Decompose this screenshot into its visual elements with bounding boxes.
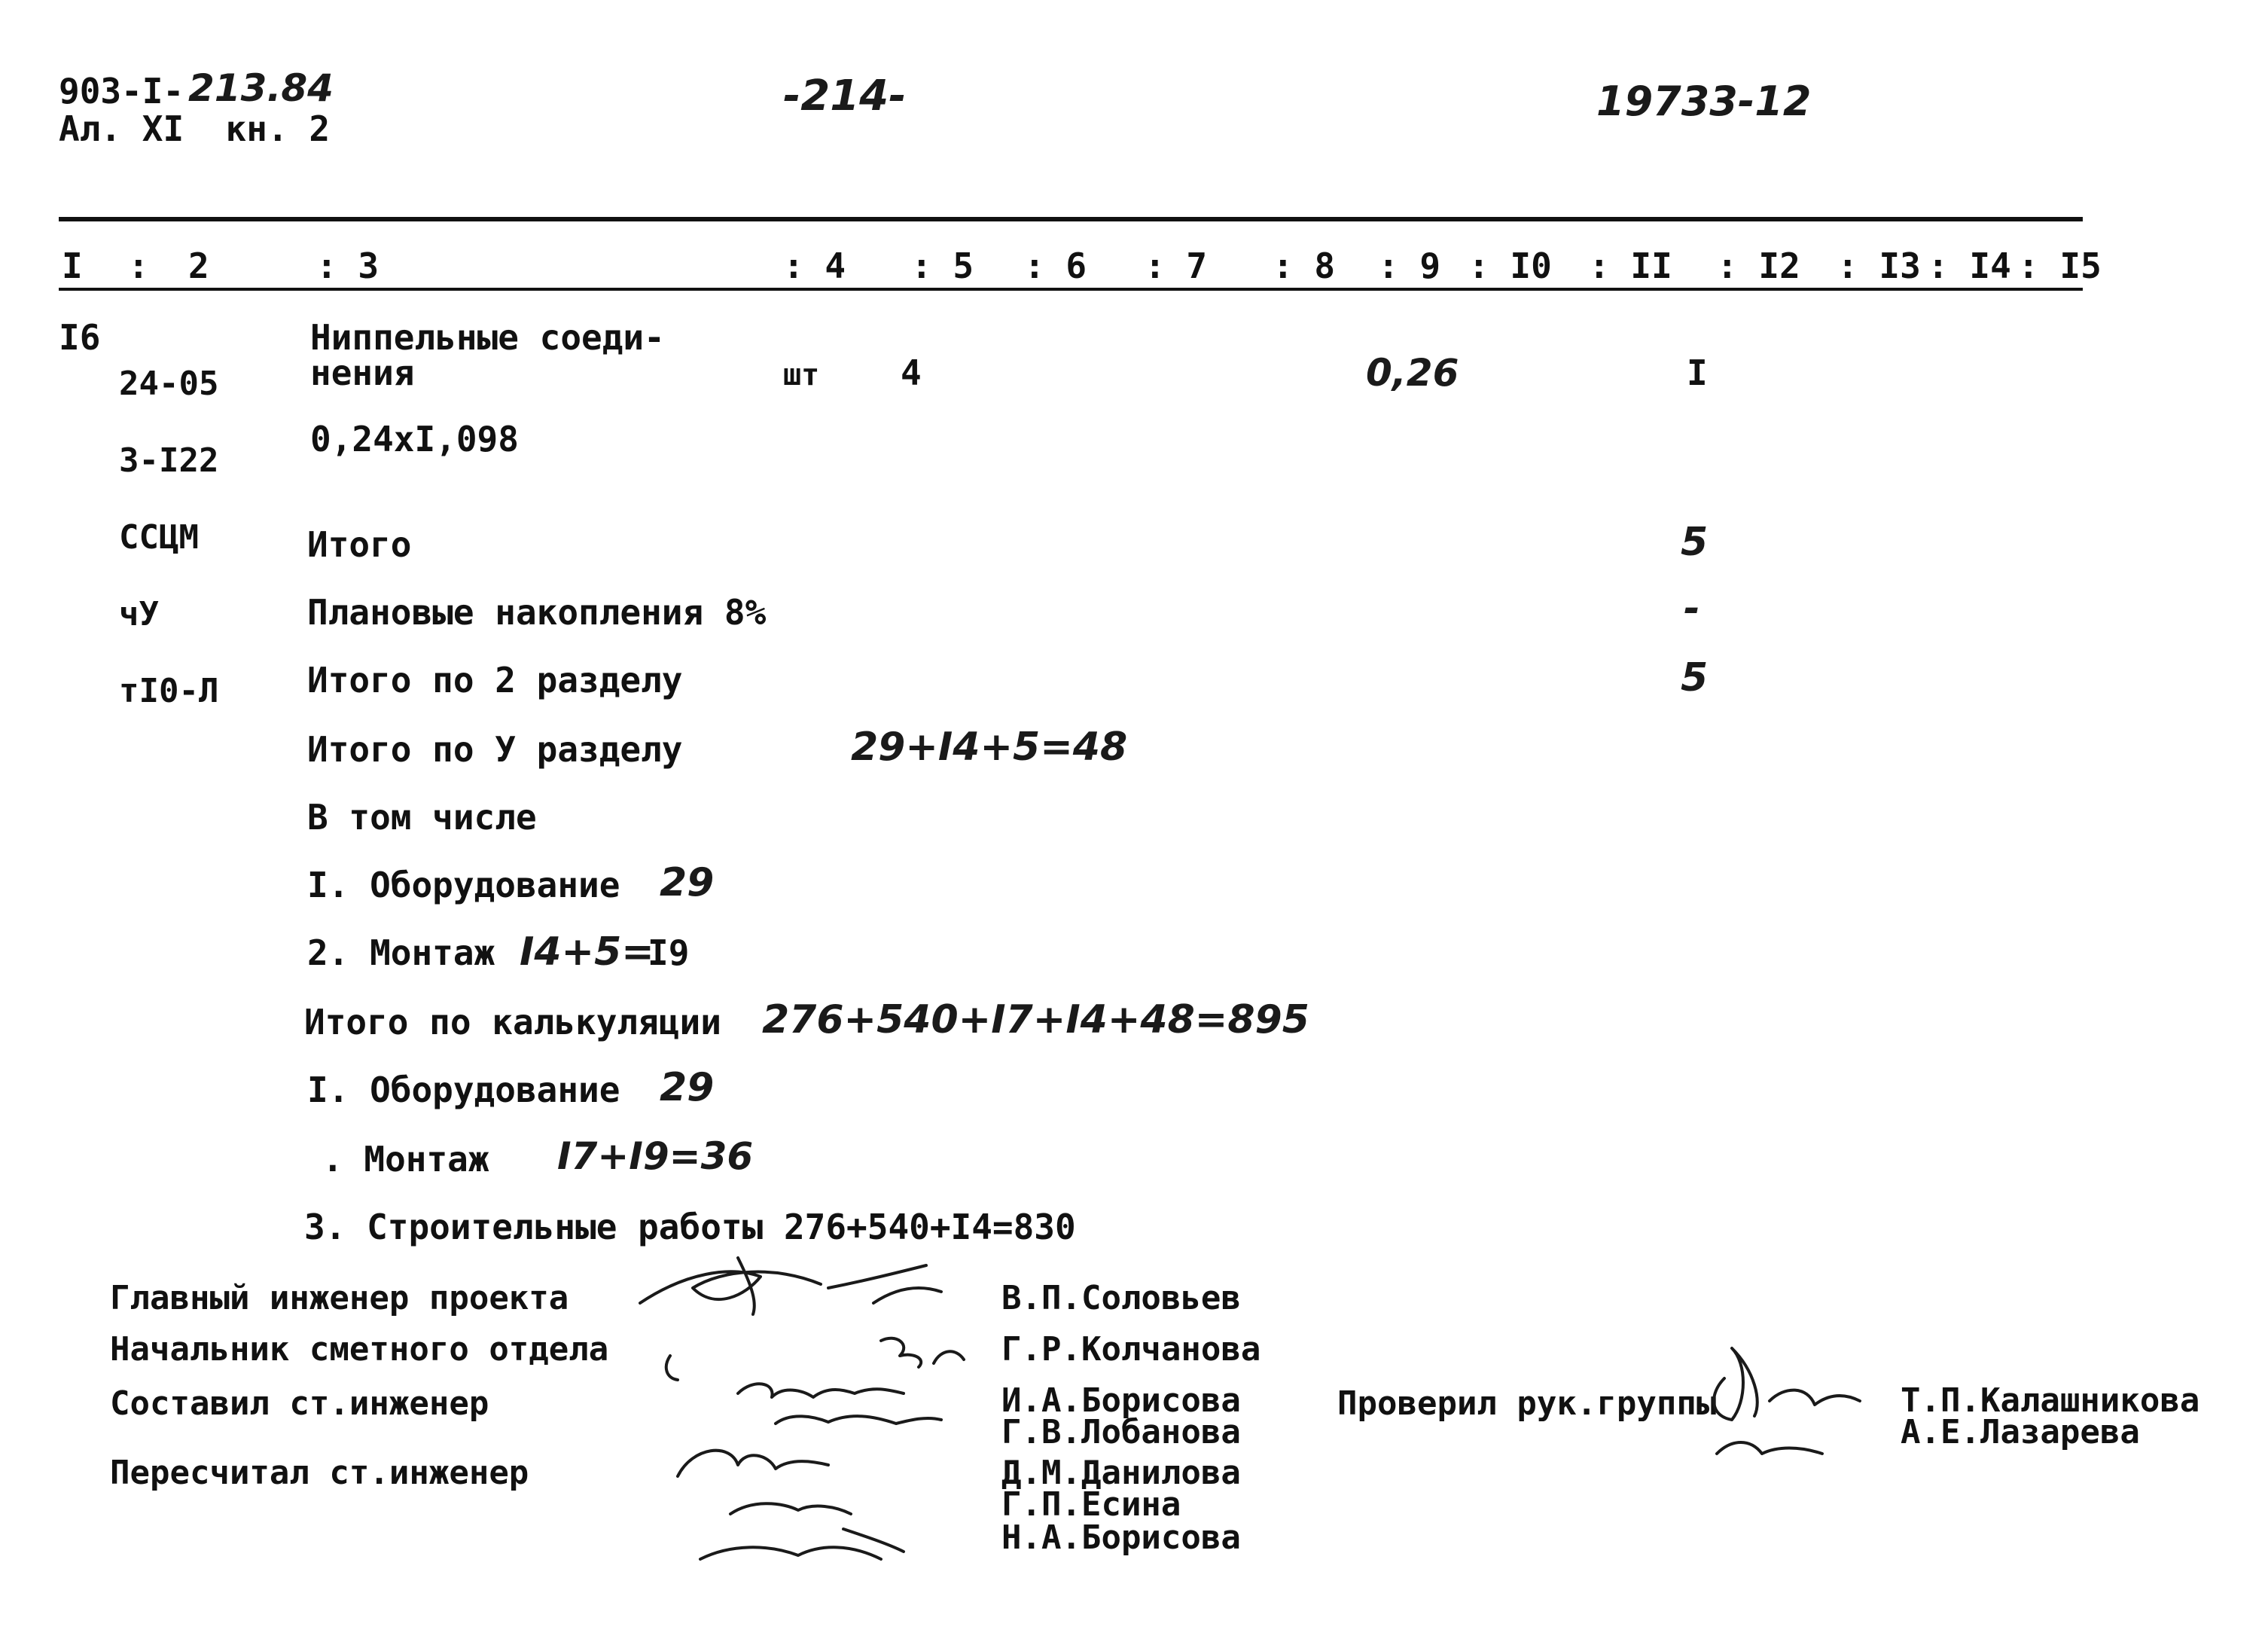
construction-works-label: 3. Строительные работы 276+540+I4=830 (304, 1207, 1076, 1247)
checked-by-name-1: Т.П.Калашникова (1901, 1381, 2200, 1420)
montage-value: I9 (648, 932, 690, 973)
recalculated-by-role: Пересчитал ст.инженер (110, 1454, 529, 1492)
album-label: Ал. XI кн. 2 (59, 108, 331, 149)
col-12-header: : I2 (1717, 246, 1800, 286)
chief-engineer-name: В.П.Соловьев (1001, 1279, 1241, 1317)
document-number: 19733-12 (1596, 78, 1812, 125)
row-size: 0,24xI,098 (310, 419, 519, 459)
composed-by-name-1: И.А.Борисова (1001, 1381, 1241, 1420)
project-code-handwritten: 213.84 (188, 66, 334, 110)
itogo-label: Итого (307, 524, 412, 565)
page-number: -214- (783, 72, 907, 121)
row-total: I (1687, 352, 1708, 393)
row-name-line1: Ниппельные соеди- (310, 317, 665, 358)
checked-by-role: Проверил рук.группы (1337, 1384, 1717, 1423)
recalculated-by-name-2: Г.П.Есина (1001, 1485, 1181, 1524)
col-10-header: : I0 (1468, 246, 1552, 286)
col-3-header: : 3 (316, 246, 380, 286)
section2-total-label: Итого по 2 разделу (307, 660, 683, 700)
row-code-line: чУ (119, 595, 159, 633)
col-7-header: : 7 (1145, 246, 1208, 286)
row-quantity: 4 (901, 352, 922, 393)
row-code-line: 24-05 (119, 365, 219, 403)
chief-engineer-role: Главный инженер проекта (110, 1279, 569, 1317)
montage-label-2: . Монтаж (322, 1139, 489, 1180)
checked-by-signature (1679, 1333, 1890, 1469)
equipment-value-2: 29 (660, 1065, 715, 1110)
row-code-line: 3-I22 (119, 441, 219, 480)
section2-total-value: 5 (1681, 655, 1709, 700)
planned-savings-label: Плановые накопления 8% (307, 592, 767, 633)
col-sep: : (128, 246, 149, 286)
row-number: I6 (59, 317, 101, 358)
equipment-label-2: I. Оборудование (307, 1070, 620, 1110)
row-unit: шт (783, 358, 820, 392)
row-price: 0,26 (1366, 351, 1459, 395)
montage-formula-2: I7+I9=36 (557, 1134, 754, 1178)
col-1-header: I (62, 246, 83, 286)
montage-label: 2. Монтаж (307, 932, 495, 973)
including-label: В том числе (307, 797, 537, 838)
planned-savings-value: - (1684, 586, 1700, 631)
col-4-header: : 4 (783, 246, 846, 286)
project-code: 903-I- (59, 71, 184, 111)
col-14-header: : I4 (1928, 246, 2011, 286)
col-15-header: : I5 (2018, 246, 2102, 286)
col-11-header: : II (1589, 246, 1672, 286)
col-9-header: : 9 (1378, 246, 1441, 286)
section5-total-label: Итого по У разделу (307, 729, 683, 770)
recalculated-by-name-1: Д.М.Данилова (1001, 1454, 1241, 1492)
col-6-header: : 6 (1024, 246, 1087, 286)
itogo-value: 5 (1681, 520, 1709, 565)
section5-total-formula: 29+I4+5=48 (851, 725, 1128, 770)
calc-total-label: Итого по калькуляции (304, 1002, 721, 1042)
chief-engineer-signature (625, 1243, 971, 1333)
top-rule (59, 217, 2083, 221)
col-5-header: : 5 (911, 246, 974, 286)
col-2-header: 2 (188, 246, 209, 286)
estimate-head-role: Начальник сметного отдела (110, 1330, 609, 1369)
row-code-line: ССЦМ (119, 518, 199, 557)
composed-by-role: Составил ст.инженер (110, 1384, 489, 1423)
recalculated-by-name-3: Н.А.Борисова (1001, 1518, 1241, 1557)
col-8-header: : 8 (1273, 246, 1336, 286)
header-rule (59, 288, 2083, 291)
col-13-header: : I3 (1837, 246, 1921, 286)
equipment-label: I. Оборудование (307, 865, 620, 905)
estimate-head-name: Г.Р.Колчанова (1001, 1330, 1261, 1369)
checked-by-name-2: А.Е.Лазарева (1901, 1413, 2140, 1451)
equipment-value: 29 (660, 860, 715, 905)
montage-formula: I4+5= (520, 929, 654, 975)
composed-by-name-2: Г.В.Лобанова (1001, 1413, 1241, 1451)
row-name-line2: нения (310, 352, 415, 393)
recalculated-by-signature (670, 1431, 971, 1589)
calc-total-formula: 276+540+I7+I4+48=895 (762, 997, 1309, 1042)
row-code (119, 320, 218, 730)
row-code-line: тI0-Л (119, 672, 219, 710)
